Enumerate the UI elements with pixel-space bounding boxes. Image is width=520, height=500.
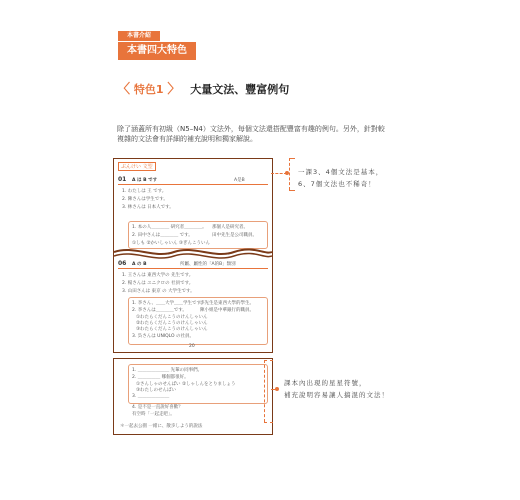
callout-bracket <box>289 158 290 190</box>
supplement-line: 3. ＿＿＿＿＿＿＿ <box>132 394 170 399</box>
grammar-tag: 所屬、屬性的「A的B」類別 <box>180 262 236 267</box>
callout-text-1 <box>298 167 383 189</box>
callout-line: 一課3、4個文法是基本， <box>298 168 384 176</box>
exercise-translation: 陳小姐是中華銀行的職員。 <box>200 308 254 313</box>
grammar-pattern: A の B <box>132 262 147 267</box>
section-title: 本書四大特色 <box>118 42 196 60</box>
page-tab: ぶんけい 文型 <box>118 162 156 171</box>
sample-page-grammar <box>113 158 273 353</box>
exercise-translation: 田中先生是公司職員。 <box>212 233 257 238</box>
callout-line: 6、7個文法也不稀奇！ <box>298 180 376 188</box>
page-break-wave <box>114 245 272 259</box>
example-sentence: 3. 山田さんは 東京 の 大学生です。 <box>122 289 195 294</box>
supplement-line: 2. ＿＿＿＿＿ 哪個都很好。 <box>132 375 189 380</box>
supplement-line: 有空時「一起走吧」。 <box>132 412 175 417</box>
grammar-pattern: A は B です <box>132 178 158 183</box>
callout-bracket <box>264 360 265 422</box>
exercise-options: ②わたらくだんこうのけんしゃいん <box>136 321 208 326</box>
callout-text-2 <box>284 378 389 400</box>
example-sentence: 1. 王さんは 東西大学の 先生です。 <box>122 273 194 278</box>
callout-line: 補充說明容易讓人搞混的文法！ <box>284 391 389 399</box>
exercise-options: ①しも ②かいしゃいん ③ぎんこういん <box>132 241 210 246</box>
intro-paragraph: 除了涵蓋所有初級（N5–N4）文法外，每個文法還搭配豐富有趣的例句。另外，針對較複雜的文法會有詳細的補充說明和獨家解說。 <box>117 125 385 143</box>
supplement-line: 1. ＿＿＿＿＿＿＿ 先輩の同事們。 <box>132 368 203 373</box>
exercise-translation: 那個人是研究者。 <box>212 225 248 230</box>
exercise-line: 1. 李さん、＿＿大学＿＿学生です。 <box>132 301 206 306</box>
supplement-options: ①さんしゃのせんぱい ②しゃしんをとりましょう <box>136 382 236 387</box>
callout-bracket <box>289 190 295 191</box>
callout-bracket <box>264 360 273 361</box>
example-sentence: 2. 楊さんは ユニクロの 社員です。 <box>122 281 194 286</box>
close-bracket: 〉 <box>167 82 181 97</box>
grammar-tag: A是B <box>234 178 245 183</box>
sample-page-supplement <box>113 358 273 435</box>
supplement-footnote: ＊一起去公園 一緒に、散歩しよう的說法 <box>120 424 203 429</box>
exercise-line: 3. 呉さんは UNIQLO の社員。 <box>132 334 195 339</box>
feature-title: 大量文法、豐富例句 <box>190 83 290 96</box>
example-sentence: 2. 陳さんは学生です。 <box>122 197 168 202</box>
callout-dot <box>275 387 279 391</box>
callout-bracket <box>264 422 273 423</box>
example-sentence: 3. 林さんは 日本人です。 <box>122 205 174 210</box>
feature-heading <box>117 78 289 97</box>
grammar-number: 06 <box>118 260 127 267</box>
callout-line: 課本內出現的星星符號， <box>284 379 367 387</box>
grammar-number: 01 <box>118 176 127 183</box>
exercise-line: 1. 本の人＿＿＿＿ 研究者＿＿＿＿。 <box>132 225 207 230</box>
supplement-line: 4. 是不是一直說好喜歡？ <box>132 405 183 410</box>
supplement-options: ③わたしのせんぱい <box>136 388 177 393</box>
callout-bracket <box>289 158 295 159</box>
exercise-options: ①わたらくだんこうのけんしゃいん <box>136 315 208 320</box>
feature-number: 特色1 <box>133 83 164 96</box>
exercise-options: ③わたらくだんこうのけんしゃいん <box>136 327 208 332</box>
page-number: 20 <box>189 344 195 349</box>
exercise-line: 2. 田中さんは＿＿＿＿ です。 <box>132 233 193 238</box>
open-bracket: 〈 <box>117 82 131 97</box>
section-kicker: 本書介紹 <box>118 31 160 41</box>
exercise-translation: 李先生是東西大學的學生。 <box>200 301 254 306</box>
exercise-line: 2. 李さんは＿＿＿＿です。 <box>132 308 187 313</box>
example-sentence: 1. わたしは 王 です。 <box>122 189 167 194</box>
divider <box>118 268 268 269</box>
divider <box>118 184 268 185</box>
